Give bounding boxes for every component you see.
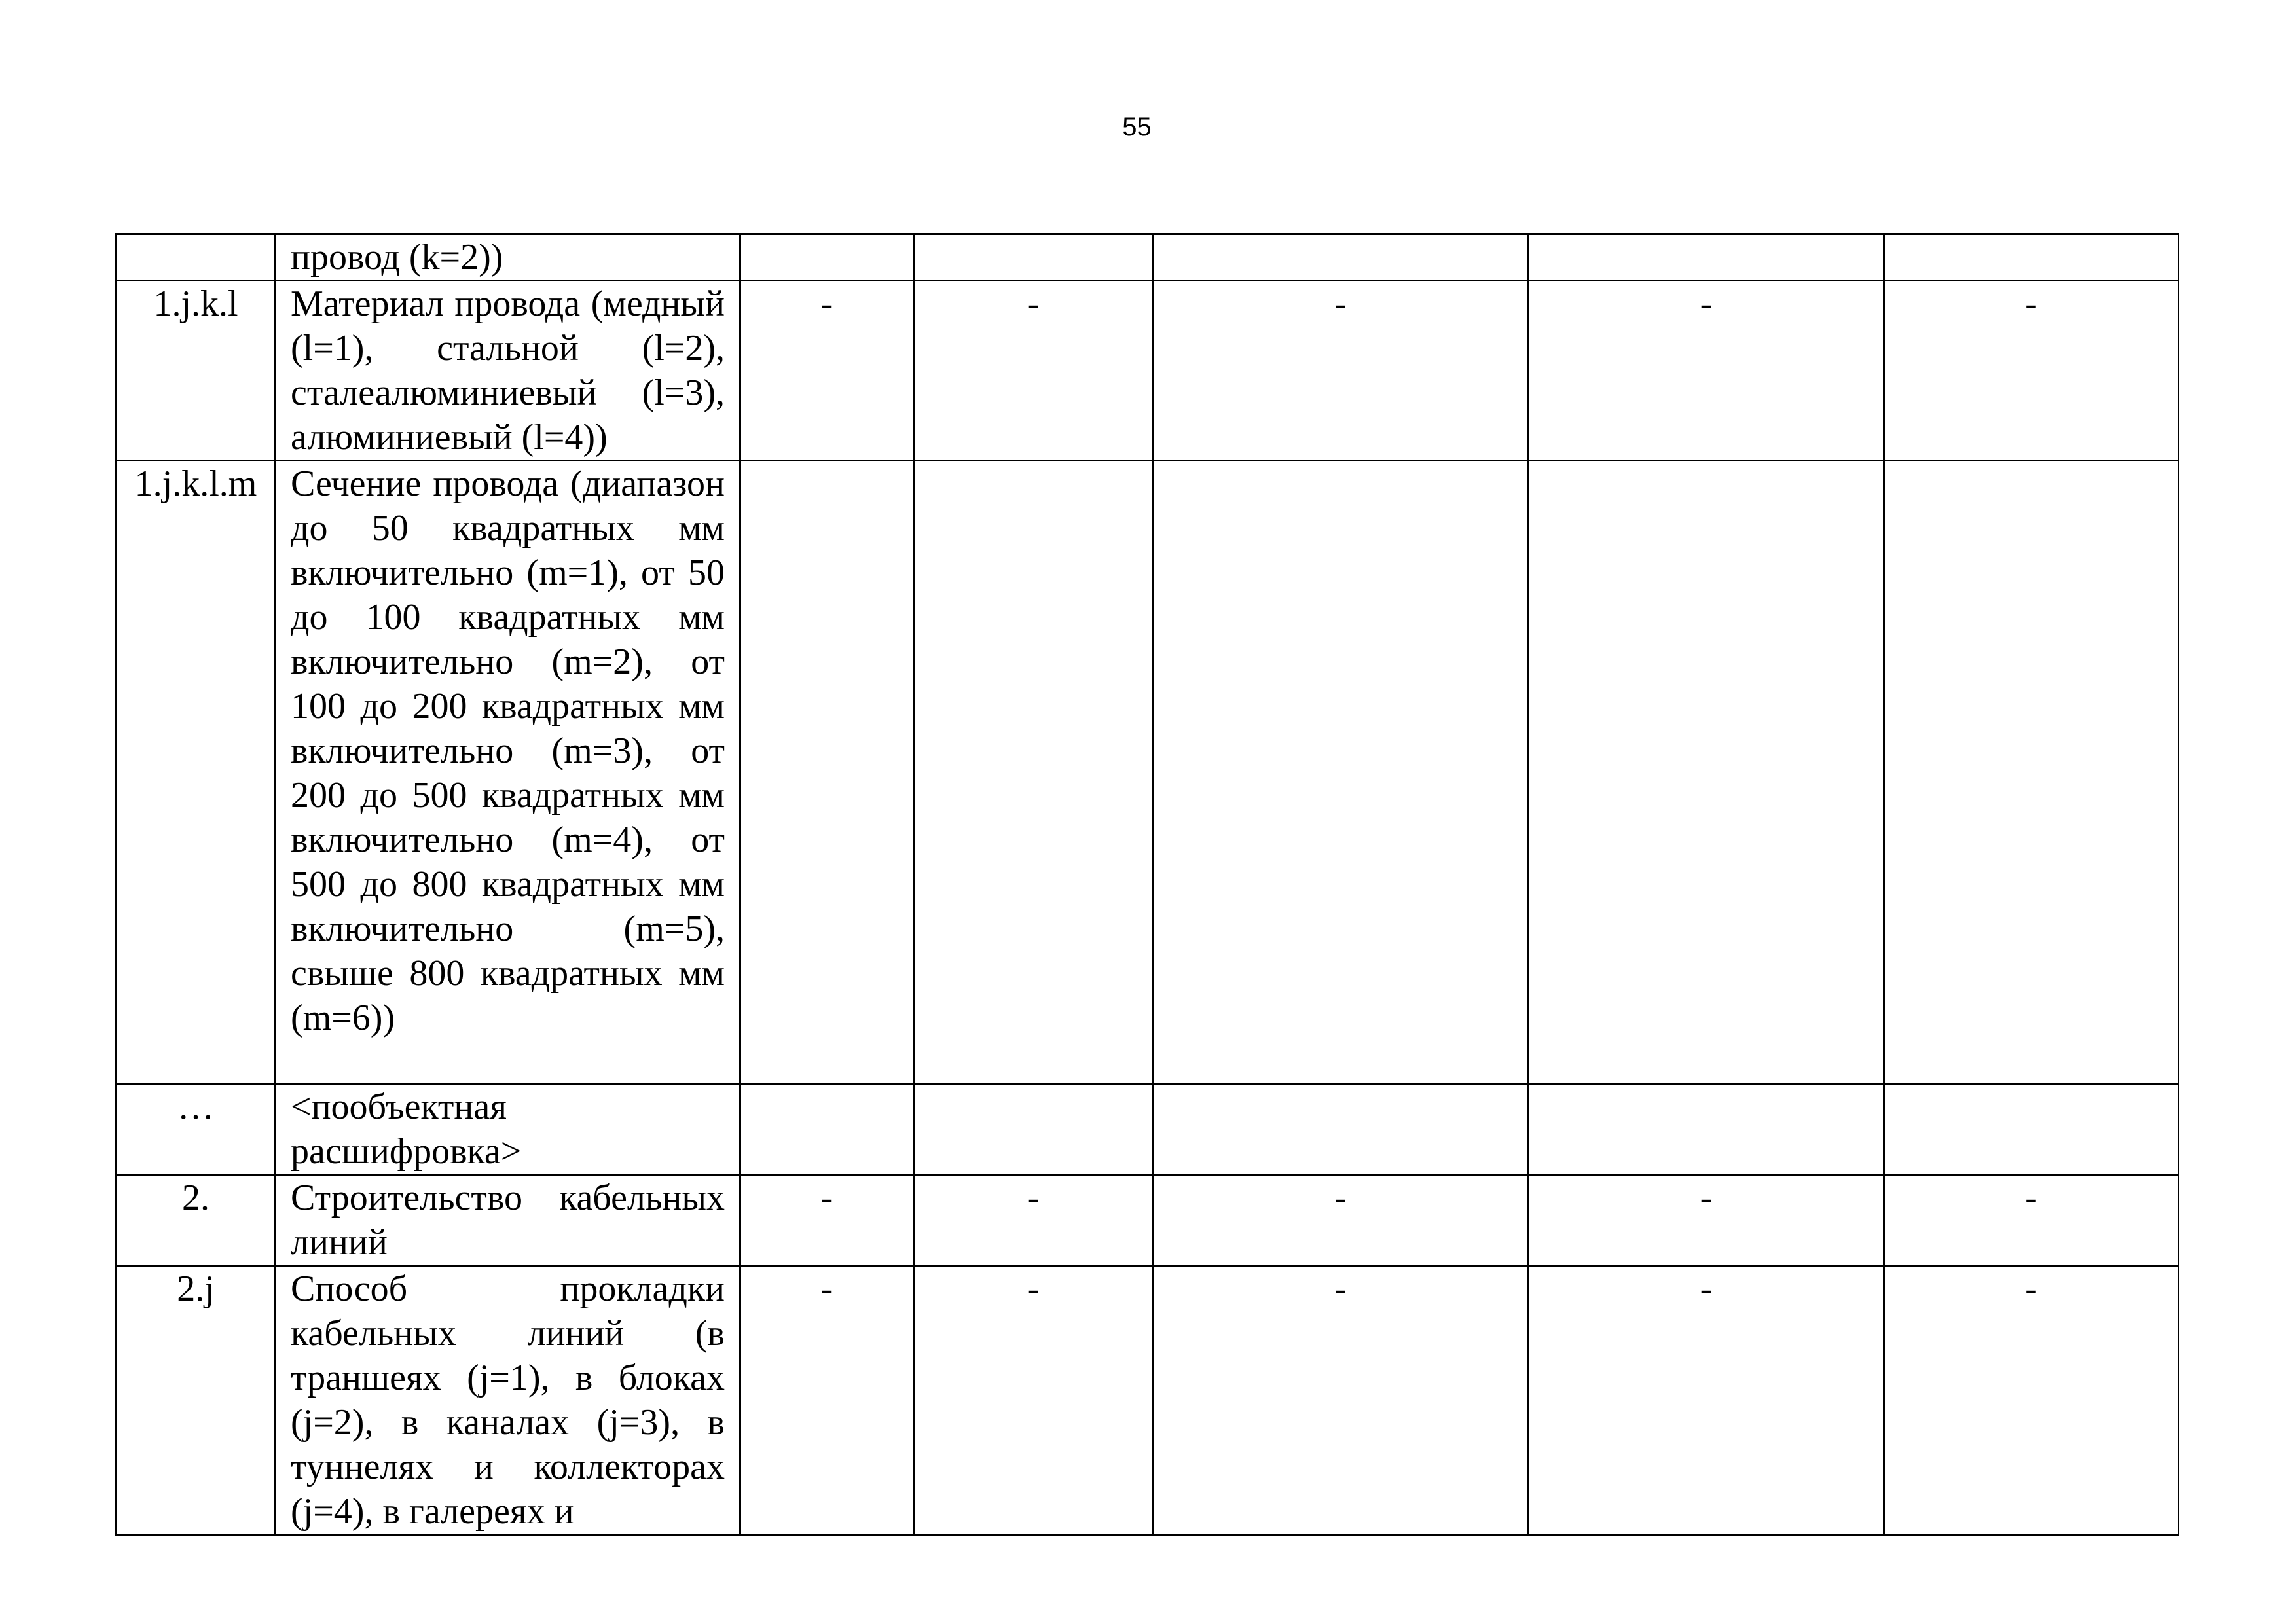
row-number-cell: … <box>117 1084 276 1175</box>
value-cell <box>1153 1084 1529 1175</box>
row-description-cell: Материал провода (медный (l=1), стальной (l=2), сталеалюминиевый (l=3), алюминиевый (l=4)) <box>276 281 740 461</box>
row-description-cell: Способ прокладки кабельных линий (в траншеях (j=1), в блоках (j=2), в каналах (j=3), в туннелях и коллекторах (j=4), в галереях и <box>276 1266 740 1535</box>
value-cell <box>1529 234 1884 281</box>
value-cell: - <box>914 1266 1153 1535</box>
row-number-cell: 1.j.k.l.m <box>117 461 276 1084</box>
row-description-cell: Строительство кабельных линий <box>276 1175 740 1266</box>
table-row <box>117 234 2179 281</box>
value-cell <box>1529 461 1884 1084</box>
value-cell: - <box>1529 1175 1884 1266</box>
page-number: 55 <box>1122 113 1152 141</box>
value-cell <box>1884 234 2179 281</box>
value-cell <box>914 461 1153 1084</box>
value-cell <box>740 461 914 1084</box>
value-cell: - <box>1153 1175 1529 1266</box>
value-cell <box>740 1084 914 1175</box>
row-description-cell: Сечение провода (диапазон до 50 квадратных мм включительно (m=1), от 50 до 100 квадратных мм включительно (m=2), от 100 до 200 квадратных мм включительно (m=3), от 200 до 500 квадратных мм включительно (m=4), от 500 до 800 квадратных мм включительно (m=5), свыше 800 квадратных мм (m=6)) <box>276 461 740 1084</box>
data-table <box>115 233 2179 1536</box>
value-cell: - <box>740 281 914 461</box>
row-number-cell: 2.j <box>117 1266 276 1535</box>
value-cell: - <box>740 1175 914 1266</box>
table-row <box>117 1266 2179 1535</box>
value-cell: - <box>1529 281 1884 461</box>
row-number-cell <box>117 234 276 281</box>
value-cell: - <box>914 1175 1153 1266</box>
value-cell: - <box>1153 1266 1529 1535</box>
value-cell <box>1153 461 1529 1084</box>
row-number-cell: 2. <box>117 1175 276 1266</box>
value-cell: - <box>1884 1175 2179 1266</box>
value-cell <box>1153 234 1529 281</box>
value-cell: - <box>914 281 1153 461</box>
row-description-cell: <пообъектная расшифровка> <box>276 1084 740 1175</box>
value-cell <box>1884 1084 2179 1175</box>
value-cell: - <box>740 1266 914 1535</box>
value-cell <box>740 234 914 281</box>
value-cell: - <box>1529 1266 1884 1535</box>
value-cell <box>914 1084 1153 1175</box>
value-cell: - <box>1884 281 2179 461</box>
row-description-cell: провод (k=2)) <box>276 234 740 281</box>
table-row <box>117 281 2179 461</box>
table-row <box>117 1175 2179 1266</box>
value-cell: - <box>1884 1266 2179 1535</box>
value-cell <box>1529 1084 1884 1175</box>
table-row <box>117 461 2179 1084</box>
value-cell: - <box>1153 281 1529 461</box>
table-row <box>117 1084 2179 1175</box>
value-cell <box>914 234 1153 281</box>
row-number-cell: 1.j.k.l <box>117 281 276 461</box>
value-cell <box>1884 461 2179 1084</box>
